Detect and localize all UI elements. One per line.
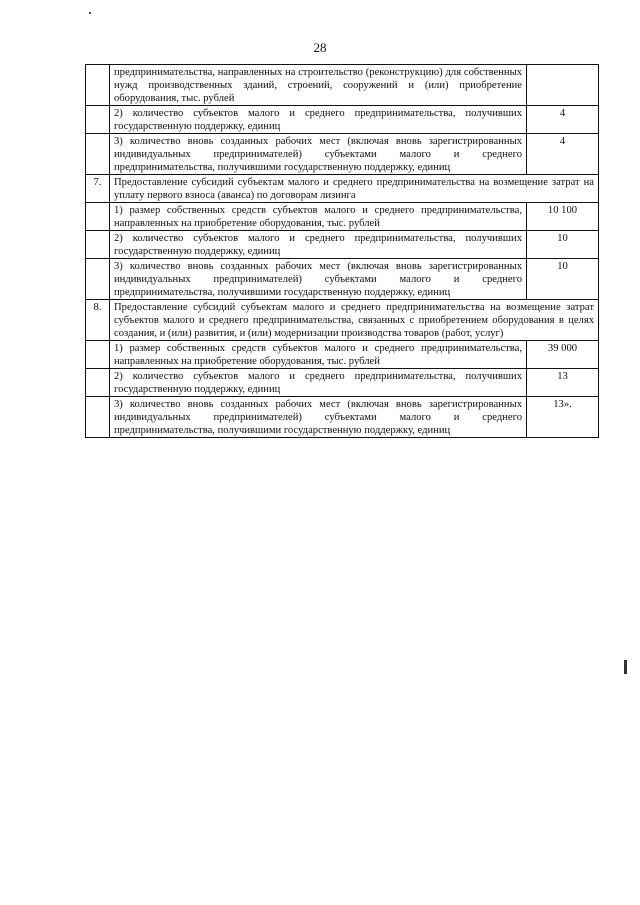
row-number-cell [86, 231, 110, 259]
scan-speck [89, 12, 91, 14]
indicator-value-cell: 13». [527, 397, 599, 438]
row-number-cell [86, 65, 110, 106]
indicator-text-cell: 1) размер собственных средств субъектов малого и среднего предпринимательства, направленных на приобретение оборудования, тыс. рублей [110, 341, 527, 369]
indicator-value-cell: 10 100 [527, 203, 599, 231]
indicator-text-cell: 2) количество субъектов малого и среднего предпринимательства, получивших государственную поддержку, единиц [110, 369, 527, 397]
row-number-cell [86, 369, 110, 397]
section-number-cell: 7. [86, 175, 110, 203]
row-number-cell [86, 341, 110, 369]
table-row [86, 231, 599, 259]
table-row [86, 203, 599, 231]
row-number-cell [86, 134, 110, 175]
row-number-cell [86, 259, 110, 300]
indicator-table [85, 64, 599, 438]
section-number-cell: 8. [86, 300, 110, 341]
table-row [86, 65, 599, 106]
table-row [86, 369, 599, 397]
indicator-value-cell: 4 [527, 106, 599, 134]
indicator-text-cell: предпринимательства, направленных на строительство (реконструкцию) для собственных нужд производственных зданий, строений, сооружений и (или) приобретение оборудования, тыс. рублей [110, 65, 527, 106]
indicator-text-cell: 2) количество субъектов малого и среднего предпринимательства, получивших государственную поддержку, единиц [110, 106, 527, 134]
section-row [86, 175, 599, 203]
section-row [86, 300, 599, 341]
indicator-text-cell: 3) количество вновь созданных рабочих мест (включая вновь зарегистрированных индивидуальных предпринимателей) субъектами малого и среднего предпринимательства, получившими государственную поддержку, единиц [110, 397, 527, 438]
indicator-value-cell: 13 [527, 369, 599, 397]
row-number-cell [86, 203, 110, 231]
indicator-value-cell: 10 [527, 231, 599, 259]
table-row [86, 106, 599, 134]
section-title-cell: Предоставление субсидий субъектам малого и среднего предпринимательства на возмещение затрат субъектов малого и среднего предпринимательства, связанных с приобретением оборудования в целях создания, и (или) развития, и (или) модернизации производства товаров (работ, услуг) [110, 300, 599, 341]
indicator-value-cell: 39 000 [527, 341, 599, 369]
scan-edge-mark [624, 660, 627, 674]
indicator-text-cell: 1) размер собственных средств субъектов малого и среднего предпринимательства, направленных на приобретение оборудования, тыс. рублей [110, 203, 527, 231]
table-row [86, 134, 599, 175]
table-row [86, 341, 599, 369]
indicator-text-cell: 3) количество вновь созданных рабочих мест (включая вновь зарегистрированных индивидуальных предпринимателей) субъектами малого и среднего предпринимательства, получившими государственную поддержку, единиц [110, 259, 527, 300]
indicator-value-cell: 10 [527, 259, 599, 300]
indicator-value-cell: 4 [527, 134, 599, 175]
table-row [86, 397, 599, 438]
row-number-cell [86, 397, 110, 438]
section-title-cell: Предоставление субсидий субъектам малого и среднего предпринимательства на возмещение затрат на уплату первого взноса (аванса) по договорам лизинга [110, 175, 599, 203]
indicator-text-cell: 2) количество субъектов малого и среднего предпринимательства, получивших государственную поддержку, единиц [110, 231, 527, 259]
page-number: 28 [313, 40, 327, 55]
indicator-text-cell: 3) количество вновь созданных рабочих мест (включая вновь зарегистрированных индивидуальных предпринимателей) субъектами малого и среднего предпринимательства, получившими государственную поддержку, единиц [110, 134, 527, 175]
row-number-cell [86, 106, 110, 134]
indicator-value-cell [527, 65, 599, 106]
table-row [86, 259, 599, 300]
